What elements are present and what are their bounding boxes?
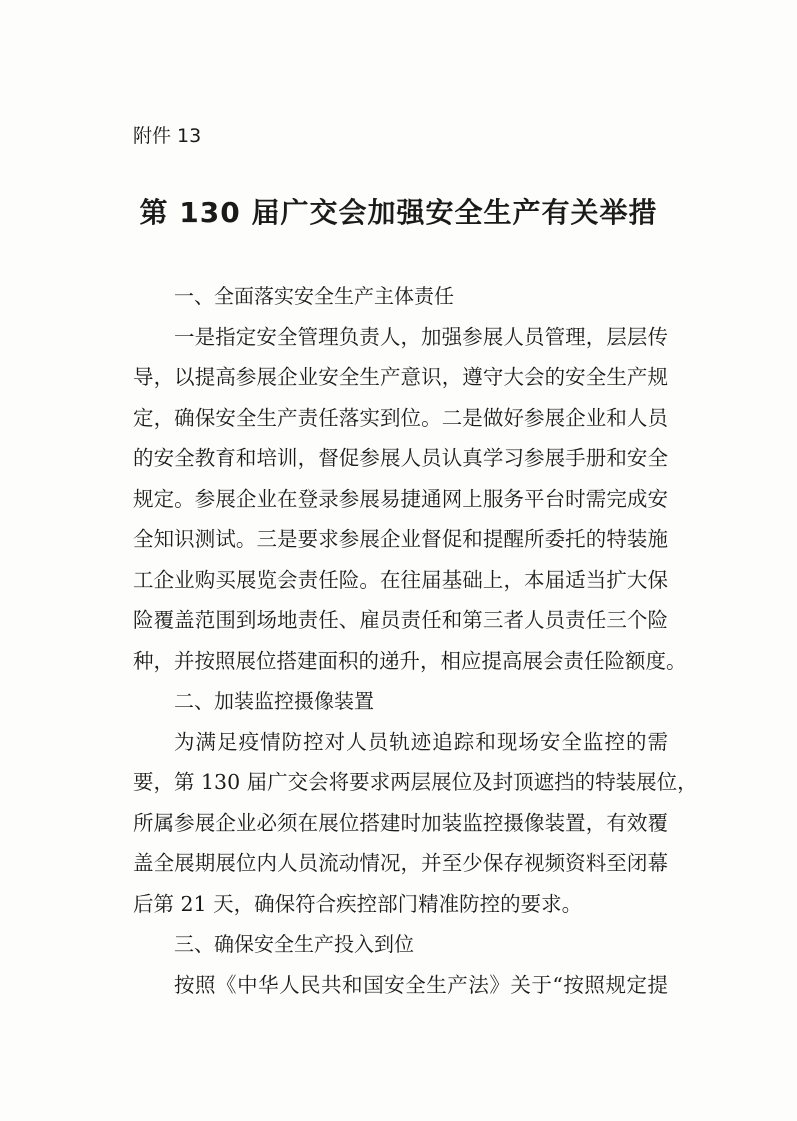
paragraph-line: 定，确保安全生产责任落实到位。二是做好参展企业和人员: [133, 405, 668, 430]
document-body: [133, 276, 698, 1005]
paragraph-line: 的安全教育和培训，督促参展人员认真学习参展手册和安全: [133, 446, 668, 470]
paragraph-line: 种，并按照展位搭建面积的递升，相应提高展会责任险额度。: [133, 648, 687, 673]
attachment-label: 附件 13: [133, 125, 202, 147]
section-paragraph-3: [133, 965, 668, 1006]
paragraph-line: 导，以提高参展企业安全生产意识，遵守大会的安全生产规: [133, 365, 668, 389]
paragraph-line: 后第 21 天，确保符合疾控部门精准防控的要求。: [133, 891, 583, 916]
paragraph-line: 按照《中华人民共和国安全生产法》关于“按照规定提: [174, 972, 668, 997]
paragraph-line: 一是指定安全管理负责人，加强参展人员管理，层层传: [174, 324, 668, 349]
section-paragraph-2: [133, 722, 698, 925]
section-paragraph-1: [133, 317, 687, 682]
paragraph-line: 全知识测试。三是要求参展企业督促和提醒所委托的特装施: [133, 527, 668, 551]
section-heading-2: 二、加装监控摄像装置: [174, 689, 374, 713]
paragraph-line: 工企业购买展览会责任险。在往届基础上，本届适当扩大保: [133, 567, 668, 592]
paragraph-line: 规定。参展企业在登录参展易捷通网上服务平台时需完成安: [133, 486, 668, 511]
paragraph-line: 要，第 130 届广交会将要求两层展位及封顶遮挡的特装展位，: [133, 770, 698, 794]
paragraph-line: 为满足疫情防控对人员轨迹追踪和现场安全监控的需: [174, 729, 668, 754]
document-title: 第 130 届广交会加强安全生产有关举措: [139, 196, 658, 229]
section-heading-1: 一、全面落实安全生产主体责任: [174, 284, 454, 308]
paragraph-line: 险覆盖范围到场地责任、雇员责任和第三者人员责任三个险: [133, 608, 668, 632]
paragraph-line: 盖全展期展位内人员流动情况，并至少保存视频资料至闭幕: [133, 851, 668, 875]
section-heading-3: 三、确保安全生产投入到位: [174, 932, 414, 956]
paragraph-line: 所属参展企业必须在展位搭建时加装监控摄像装置，有效覆: [133, 810, 668, 835]
